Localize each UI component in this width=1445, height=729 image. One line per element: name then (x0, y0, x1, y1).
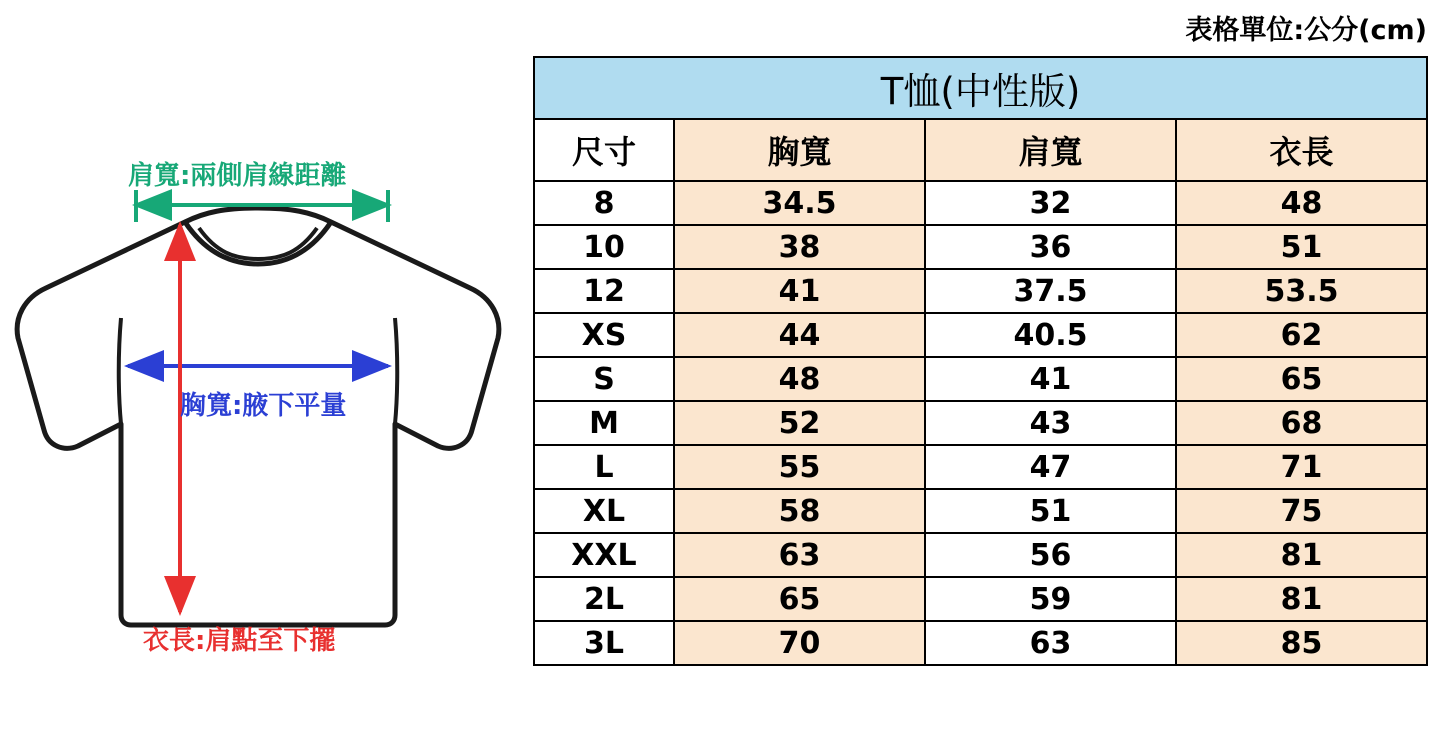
cell-length: 53.5 (1176, 269, 1427, 313)
size-table (533, 56, 1428, 666)
table-title-row (534, 57, 1427, 119)
cell-size: XXL (534, 533, 674, 577)
table-row (534, 533, 1427, 577)
header-body-length: 衣長 (1176, 119, 1427, 181)
cell-shoulder: 41 (925, 357, 1176, 401)
header-chest-width: 胸寬 (674, 119, 925, 181)
cell-chest: 48 (674, 357, 925, 401)
cell-length: 48 (1176, 181, 1427, 225)
cell-shoulder: 47 (925, 445, 1176, 489)
table-row (534, 313, 1427, 357)
cell-shoulder: 36 (925, 225, 1176, 269)
shoulder-caption: 肩寬:兩側肩線距離 (128, 161, 347, 191)
table-row (534, 489, 1427, 533)
cell-size: 8 (534, 181, 674, 225)
cell-length: 51 (1176, 225, 1427, 269)
cell-shoulder: 63 (925, 621, 1176, 665)
cell-size: S (534, 357, 674, 401)
cell-chest: 38 (674, 225, 925, 269)
table-header-row (534, 119, 1427, 181)
unit-note: 表格單位:公分(cm) (1185, 15, 1427, 46)
cell-chest: 34.5 (674, 181, 925, 225)
cell-size: 12 (534, 269, 674, 313)
cell-size: XL (534, 489, 674, 533)
cell-length: 81 (1176, 533, 1427, 577)
cell-size: 3L (534, 621, 674, 665)
cell-length: 62 (1176, 313, 1427, 357)
cell-shoulder: 40.5 (925, 313, 1176, 357)
cell-length: 65 (1176, 357, 1427, 401)
cell-shoulder: 32 (925, 181, 1176, 225)
cell-length: 75 (1176, 489, 1427, 533)
table-row (534, 357, 1427, 401)
cell-size: L (534, 445, 674, 489)
table-title: T恤(中性版) (534, 57, 1427, 119)
tshirt-illustration (0, 0, 520, 729)
table-row (534, 445, 1427, 489)
table-row (534, 401, 1427, 445)
table-row (534, 621, 1427, 665)
table-row (534, 181, 1427, 225)
cell-chest: 70 (674, 621, 925, 665)
length-caption: 衣長:肩點至下擺 (143, 626, 336, 656)
cell-length: 71 (1176, 445, 1427, 489)
chest-caption: 胸寬:腋下平量 (180, 391, 347, 421)
cell-chest: 41 (674, 269, 925, 313)
cell-shoulder: 51 (925, 489, 1176, 533)
table-row (534, 269, 1427, 313)
header-size: 尺寸 (534, 119, 674, 181)
cell-chest: 65 (674, 577, 925, 621)
cell-chest: 58 (674, 489, 925, 533)
cell-size: XS (534, 313, 674, 357)
table-row (534, 225, 1427, 269)
cell-chest: 52 (674, 401, 925, 445)
cell-length: 81 (1176, 577, 1427, 621)
cell-shoulder: 56 (925, 533, 1176, 577)
cell-length: 68 (1176, 401, 1427, 445)
table-row (534, 577, 1427, 621)
cell-length: 85 (1176, 621, 1427, 665)
cell-chest: 55 (674, 445, 925, 489)
cell-shoulder: 59 (925, 577, 1176, 621)
cell-size: 10 (534, 225, 674, 269)
cell-size: M (534, 401, 674, 445)
cell-chest: 44 (674, 313, 925, 357)
header-shoulder-width: 肩寬 (925, 119, 1176, 181)
cell-size: 2L (534, 577, 674, 621)
cell-shoulder: 43 (925, 401, 1176, 445)
cell-chest: 63 (674, 533, 925, 577)
cell-shoulder: 37.5 (925, 269, 1176, 313)
